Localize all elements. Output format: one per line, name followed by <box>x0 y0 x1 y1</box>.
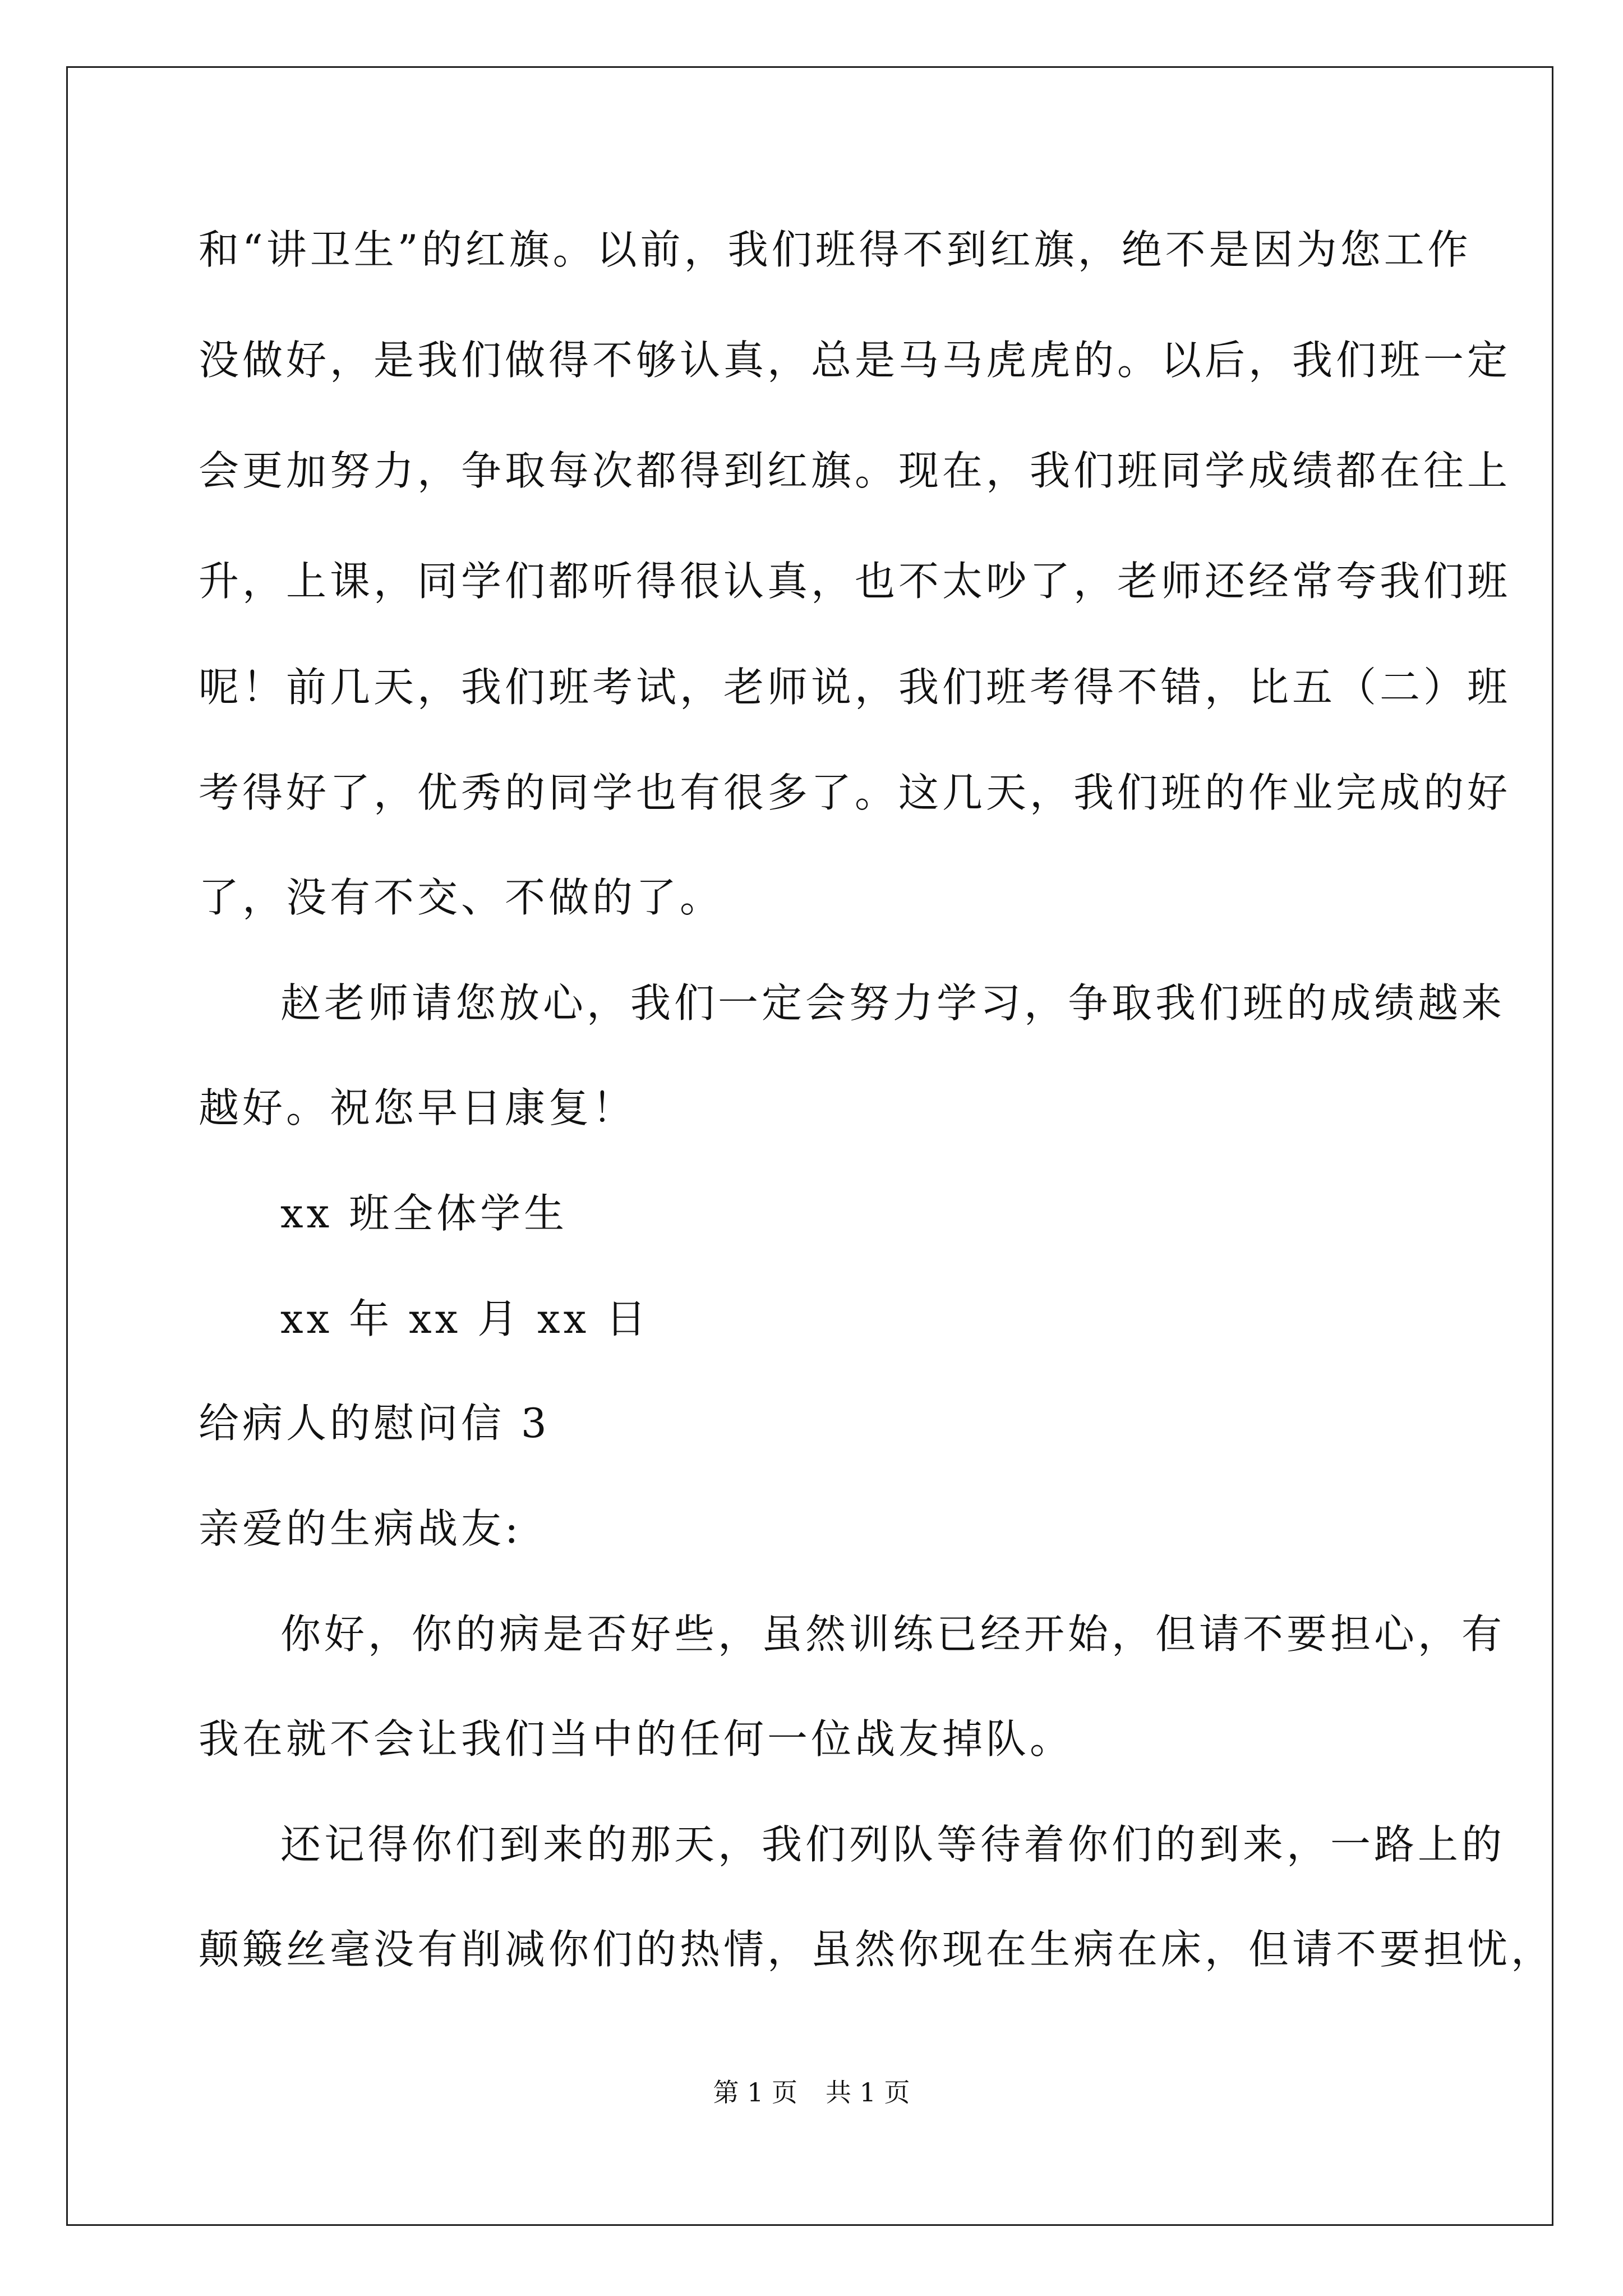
signature-line: xx 班全体学生 <box>280 1190 568 1237</box>
page-footer <box>0 2076 1623 2109</box>
date-line: xx 年 xx 月 xx 日 <box>280 1295 650 1342</box>
body-line: 还记得你们到来的那天，我们列队等待着你们的到来，一路上的 <box>280 1821 1506 1868</box>
body-line: 会更加努力，争取每次都得到红旗。现在，我们班同学成绩都在往上 <box>199 447 1511 494</box>
body-line: 了，没有不交、不做的了。 <box>199 874 724 921</box>
body-line: 考得好了，优秀的同学也有很多了。这几天，我们班的作业完成的好 <box>199 769 1511 816</box>
body-line: 越好。祝您早日康复！ <box>199 1084 637 1131</box>
page-current: 第 1 页 <box>713 2077 797 2108</box>
body-line: 没做好，是我们做得不够认真，总是马马虎虎的。以后，我们班一定 <box>199 337 1511 384</box>
page-total: 共 1 页 <box>826 2077 910 2108</box>
body-line: 赵老师请您放心，我们一定会努力学习，争取我们班的成绩越来 <box>280 979 1506 1027</box>
body-line: 呢！前几天，我们班考试，老师说，我们班考得不错，比五（二）班 <box>199 664 1511 711</box>
body-line: 我在就不会让我们当中的任何一位战友掉队。 <box>199 1715 1074 1763</box>
page-border <box>66 66 1553 2226</box>
salutation: 亲爱的生病战友: <box>199 1505 522 1552</box>
body-line: 颠簸丝毫没有削减你们的热情，虽然你现在生病在床，但请不要担忧， <box>199 1926 1555 1973</box>
body-line: 你好，你的病是否好些，虽然训练已经开始，但请不要担心，有 <box>280 1611 1506 1658</box>
body-line: 升，上课，同学们都听得很认真，也不太吵了，老师还经常夸我们班 <box>199 558 1511 605</box>
section-title: 给病人的慰问信 3 <box>199 1400 550 1447</box>
body-line: 和“讲卫生”的红旗。以前，我们班得不到红旗，绝不是因为您工作 <box>199 226 1472 273</box>
